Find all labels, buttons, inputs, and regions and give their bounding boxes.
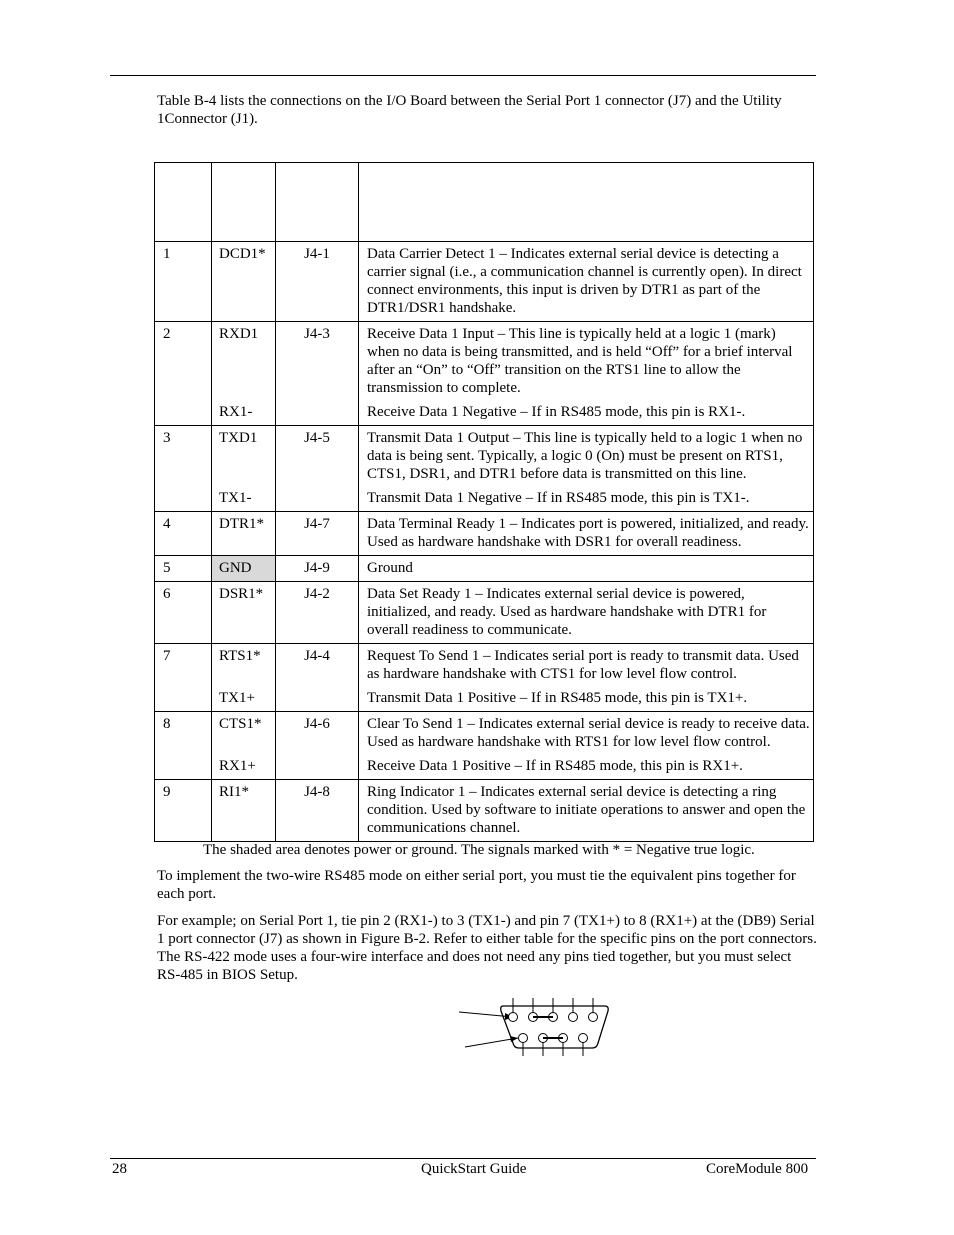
description-cell — [359, 242, 814, 322]
signal-name-alt: RX1- — [219, 404, 253, 420]
connector-pin: J4-6 — [304, 716, 330, 732]
pin-number: 5 — [163, 560, 171, 576]
pin-number: 6 — [163, 586, 171, 602]
description-text: Request To Send 1 – Indicates serial port is ready to transmit data. Used as hardware handshake with CTS1 for low level flow control. — [367, 648, 799, 682]
pin-table-body — [155, 242, 814, 842]
connector-pin-cell — [276, 426, 359, 512]
intro-paragraph: Table B-4 lists the connections on the I/O Board between the Serial Port 1 connector (J7) and the Utility 1Connector (J1). — [157, 93, 782, 127]
description-text: Clear To Send 1 – Indicates external serial device is ready to receive data. Used as hardware handshake with RTS1 for low level flow control. — [367, 716, 810, 750]
signal-spacer — [219, 447, 275, 483]
signal-name-cell — [212, 512, 276, 556]
pin-number: 9 — [163, 784, 171, 800]
signal-name-cell — [212, 426, 276, 512]
header-pin — [155, 163, 212, 242]
pin-number-cell — [155, 426, 212, 512]
table-row — [155, 582, 814, 644]
description-text: Ground — [367, 560, 413, 576]
pointer-line-top — [459, 1012, 513, 1017]
signal-name-cell — [212, 556, 276, 582]
footer-title: QuickStart Guide — [421, 1161, 527, 1177]
header-description — [359, 163, 814, 242]
shading-note: The shaded area denotes power or ground. The signals marked with * = Negative true logic. — [203, 842, 755, 858]
table-row — [155, 512, 814, 556]
table-row — [155, 644, 814, 712]
signal-name: RXD1 — [219, 326, 259, 342]
description-cell — [359, 322, 814, 426]
description-alt: Transmit Data 1 Positive – If in RS485 mode, this pin is TX1+. — [367, 690, 748, 706]
pin-number: 2 — [163, 326, 171, 342]
pin-number: 3 — [163, 430, 171, 446]
pin-number-cell — [155, 644, 212, 712]
description-cell — [359, 780, 814, 842]
table-row — [155, 322, 814, 426]
description-cell — [359, 582, 814, 644]
pin-number-cell — [155, 322, 212, 426]
signal-name: RI1* — [219, 784, 249, 800]
pin-table — [154, 162, 814, 842]
pin-number: 4 — [163, 516, 171, 532]
pin-number: 8 — [163, 716, 171, 732]
connector-pin: J4-9 — [304, 560, 330, 576]
db9-connector-figure — [455, 996, 615, 1058]
description-cell — [359, 644, 814, 712]
signal-name: DTR1* — [219, 516, 264, 532]
description-text: Data Carrier Detect 1 – Indicates external serial device is detecting a carrier signal (i.e., a communication channel is currently open). In direct connect environments, this input is driven by DTR1 as part of the DTR1/DSR1 handshake. — [367, 246, 802, 316]
header-signal — [212, 163, 276, 242]
description-text: Receive Data 1 Input – This line is typically held at a logic 1 (mark) when no data is being transmitted, and is held “Off” for a brief interval after an “On” to “Off” transition on the RTS1 line to allow the transmission to complete. — [367, 326, 793, 396]
signal-name-cell — [212, 322, 276, 426]
description-text: Data Terminal Ready 1 – Indicates port is powered, initialized, and ready. Used as hardware handshake with DSR1 for overall readiness. — [367, 516, 809, 550]
header-connector — [276, 163, 359, 242]
signal-spacer — [219, 733, 275, 751]
description-alt: Transmit Data 1 Negative – If in RS485 mode, this pin is TX1-. — [367, 490, 750, 506]
connector-pin: J4-5 — [304, 430, 330, 446]
pin-number: 1 — [163, 246, 171, 262]
connector-pin-cell — [276, 556, 359, 582]
footer-page-number: 28 — [112, 1161, 127, 1177]
table-row — [155, 242, 814, 322]
signal-name-cell — [212, 712, 276, 780]
signal-name-alt: RX1+ — [219, 758, 256, 774]
connector-pin-cell — [276, 512, 359, 556]
description-text: Ring Indicator 1 – Indicates external serial device is detecting a ring condition. Used by software to initiate operations to answer and open the communications channel. — [367, 784, 806, 836]
pointer-line-bottom — [465, 1038, 518, 1047]
connector-pin-cell — [276, 712, 359, 780]
pin-number-cell — [155, 712, 212, 780]
connector-pin: J4-3 — [304, 326, 330, 342]
signal-name: GND — [219, 560, 252, 576]
description-text: Transmit Data 1 Output – This line is typically held to a logic 1 when no data is being sent. Typically, a logic 0 (On) must be present on RTS1, CTS1, DSR1, and DTR1 before data is transmitted on this line. — [367, 430, 803, 482]
table-row — [155, 712, 814, 780]
signal-name-cell — [212, 582, 276, 644]
signal-name: RTS1* — [219, 648, 261, 664]
description-alt: Receive Data 1 Positive – If in RS485 mode, this pin is RX1+. — [367, 758, 743, 774]
footer-rule — [110, 1158, 816, 1159]
description-text: Data Set Ready 1 – Indicates external serial device is powered, initialized, and ready. Used as hardware handshake with DTR1 for overall readiness to communicate. — [367, 586, 767, 638]
signal-spacer — [219, 665, 275, 683]
signal-name: CTS1* — [219, 716, 262, 732]
connector-pin: J4-1 — [304, 246, 330, 262]
pin-number-cell — [155, 780, 212, 842]
table-row — [155, 426, 814, 512]
signal-name-cell — [212, 644, 276, 712]
description-alt: Receive Data 1 Negative – If in RS485 mode, this pin is RX1-. — [367, 404, 746, 420]
description-cell — [359, 426, 814, 512]
description-cell — [359, 512, 814, 556]
connector-pin-cell — [276, 322, 359, 426]
signal-name-cell — [212, 242, 276, 322]
connector-pin-cell — [276, 582, 359, 644]
pin-number-cell — [155, 582, 212, 644]
connector-pin: J4-8 — [304, 784, 330, 800]
pin-number: 7 — [163, 648, 171, 664]
pin-leads-bottom — [523, 1038, 583, 1056]
connector-pin-cell — [276, 780, 359, 842]
signal-spacer — [219, 343, 275, 397]
header-rule — [110, 75, 816, 76]
signal-name: DSR1* — [219, 586, 264, 602]
pin-number-cell — [155, 556, 212, 582]
connector-pin: J4-2 — [304, 586, 330, 602]
signal-name: DCD1* — [219, 246, 266, 262]
signal-name-alt: TX1- — [219, 490, 252, 506]
pin-number-cell — [155, 512, 212, 556]
rs485-paragraph: To implement the two-wire RS485 mode on either serial port, you must tie the equivalent pins together for each port. — [157, 868, 796, 902]
signal-name-alt: TX1+ — [219, 690, 255, 706]
connector-pin: J4-4 — [304, 648, 330, 664]
signal-name-cell — [212, 780, 276, 842]
example-paragraph: For example; on Serial Port 1, tie pin 2 (RX1-) to 3 (TX1-) and pin 7 (TX1+) to 8 (RX1+) at the (DB9) Serial 1 port connector (J7) as shown in Figure B-2. Refer to either table for the specific pins on the port connectors. The RS-422 mode uses a four-wire interface and does not need any pins tied together, but you must select RS-485 in BIOS Setup. — [157, 913, 817, 983]
description-cell — [359, 556, 814, 582]
connector-pin-cell — [276, 644, 359, 712]
connector-pin: J4-7 — [304, 516, 330, 532]
footer-product: CoreModule 800 — [706, 1161, 809, 1177]
connector-pin-cell — [276, 242, 359, 322]
pin-number-cell — [155, 242, 212, 322]
table-row — [155, 780, 814, 842]
table-row — [155, 556, 814, 582]
signal-name: TXD1 — [219, 430, 258, 446]
description-cell — [359, 712, 814, 780]
table-header-row — [155, 163, 814, 242]
